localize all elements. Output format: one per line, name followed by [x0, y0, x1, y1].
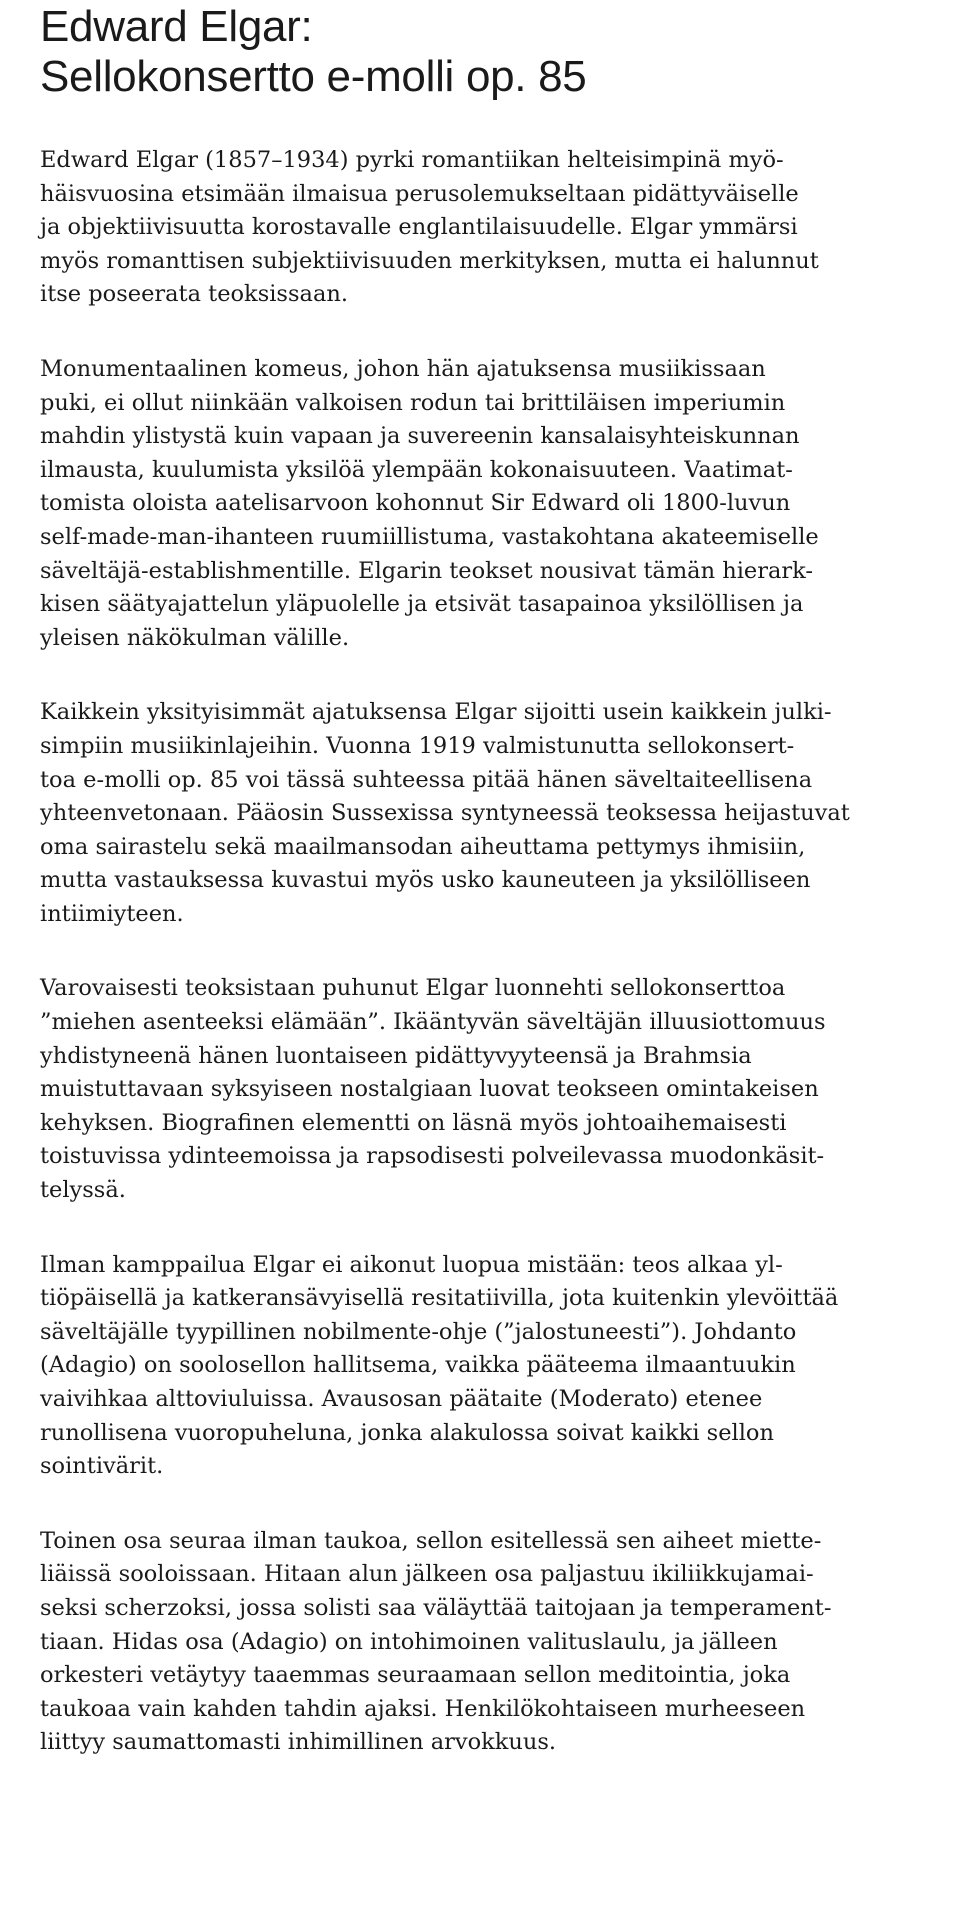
- text-line: yhteenvetonaan. Pääosin Sussexissa syntyneessä teoksessa heijastuvat: [40, 800, 850, 827]
- title-line-1: Edward Elgar:: [40, 2, 313, 51]
- article-body: [40, 144, 960, 1760]
- text-line: liittyy saumattomasti inhimillinen arvokkuus.: [40, 1729, 557, 1756]
- text-line: simpiin musiikinlajeihin. Vuonna 1919 valmistunutta sellokonsert-: [40, 732, 795, 759]
- text-line: oma sairastelu sekä maailmansodan aiheuttama pettymys ihmisiin,: [40, 833, 806, 860]
- text-line: yleisen näkökulman välille.: [40, 624, 350, 651]
- paragraph-3: [40, 696, 960, 931]
- text-line: toistuvissa ydinteemoissa ja rapsodisesti polveilevassa muodonkäsit-: [40, 1143, 825, 1170]
- text-line: Kaikkein yksityisimmät ajatuksensa Elgar sijoitti usein kaikkein julki-: [40, 699, 832, 726]
- text-line: säveltäjälle tyypillinen nobilmente-ohje (”jalostuneesti”). Johdanto: [40, 1318, 797, 1345]
- text-line: telyssä.: [40, 1177, 126, 1204]
- text-line: Edward Elgar (1857–1934) pyrki romantiikan helteisimpinä myö-: [40, 147, 784, 173]
- title-line-2: Sellokonsertto e-molli op. 85: [40, 52, 587, 101]
- text-line: intiimiyteen.: [40, 900, 184, 927]
- text-line: vaivihkaa alttoviuluissa. Avausosan päätaite (Moderato) etenee: [40, 1386, 763, 1412]
- text-line: ilmausta, kuulumista yksilöä ylempään kokonaisuuteen. Vaatimat-: [40, 456, 793, 483]
- text-line: taukoaa vain kahden tahdin ajaksi. Henkilökohtaiseen murheeseen: [40, 1695, 806, 1722]
- text-line: mutta vastauksessa kuvastui myös usko kauneuteen ja yksilölliseen: [40, 867, 811, 894]
- text-line: myös romanttisen subjektiivisuuden merkityksen, mutta ei halunnut: [40, 247, 819, 274]
- text-line: Monumentaalinen komeus, johon hän ajatuksensa musiikissaan: [40, 355, 766, 382]
- text-line: liäissä sooloissaan. Hitaan alun jälkeen osa paljastuu ikiliikkujamai-: [40, 1561, 814, 1588]
- text-line: runollisena vuoropuheluna, jonka alakulossa soivat kaikki sellon: [40, 1419, 774, 1446]
- text-line: seksi scherzoksi, jossa solisti saa väläyttää taitojaan ja temperament-: [40, 1594, 832, 1621]
- text-line: toa e-molli op. 85 voi tässä suhteessa pitää hänen säveltaiteellisena: [40, 766, 813, 793]
- text-line: Varovaisesti teoksistaan puhunut Elgar luonnehti sellokonserttoa: [40, 975, 786, 1002]
- text-line: yhdistyneenä hänen luontaiseen pidättyvyyteensä ja Brahmsia: [40, 1042, 752, 1069]
- text-line: mahdin ylistystä kuin vapaan ja suvereenin kansalaisyhteiskunnan: [40, 423, 800, 450]
- text-line: self-made-man-ihanteen ruumiillistuma, vastakohtana akateemiselle: [40, 523, 819, 550]
- text-line: ja objektiivisuutta korostavalle englantilaisuudelle. Elgar ymmärsi: [40, 214, 798, 241]
- text-line: puki, ei ollut niinkään valkoisen rodun tai brittiläisen imperiumin: [40, 389, 786, 416]
- text-line: tiaan. Hidas osa (Adagio) on intohimoinen valituslaulu, ja jälleen: [40, 1628, 778, 1655]
- text-line: tomista oloista aatelisarvoon kohonnut Sir Edward oli 1800-luvun: [40, 490, 791, 517]
- document-page: [40, 0, 960, 1760]
- paragraph-1: [40, 144, 960, 312]
- text-line: sointivärit.: [40, 1453, 164, 1480]
- text-line: kehyksen. Biografinen elementti on läsnä myös johtoaihemaisesti: [40, 1109, 787, 1136]
- text-line: ”miehen asenteeksi elämään”. Ikääntyvän säveltäjän illuusiottomuus: [40, 1009, 826, 1036]
- text-line: muistuttavaan syksyiseen nostalgiaan luovat teokseen omintakeisen: [40, 1076, 819, 1103]
- paragraph-4: [40, 972, 960, 1207]
- text-line: (Adagio) on soolosellon hallitsema, vaikka pääteema ilmaantuukin: [40, 1352, 796, 1379]
- text-line: Toinen osa seuraa ilman taukoa, sellon esitellessä sen aiheet miette-: [40, 1527, 822, 1554]
- paragraph-2: [40, 353, 960, 655]
- text-line: itse poseerata teoksissaan.: [40, 281, 349, 308]
- text-line: häisvuosina etsimään ilmaisua perusolemukseltaan pidättyväiselle: [40, 180, 799, 207]
- text-line: säveltäjä-establishmentille. Elgarin teokset nousivat tämän hierark-: [40, 557, 814, 584]
- text-line: orkesteri vetäytyy taaemmas seuraamaan sellon meditointia, joka: [40, 1662, 791, 1689]
- text-line: tiöpäisellä ja katkeransävyisellä resitatiivilla, jota kuitenkin ylevöittää: [40, 1285, 839, 1312]
- paragraph-6: [40, 1525, 960, 1760]
- text-line: kisen säätyajattelun yläpuolelle ja etsivät tasapainoa yksilöllisen ja: [40, 591, 804, 618]
- page-title: [40, 2, 960, 102]
- paragraph-5: [40, 1249, 960, 1484]
- text-line: Ilman kamppailua Elgar ei aikonut luopua mistään: teos alkaa yl-: [40, 1251, 783, 1278]
